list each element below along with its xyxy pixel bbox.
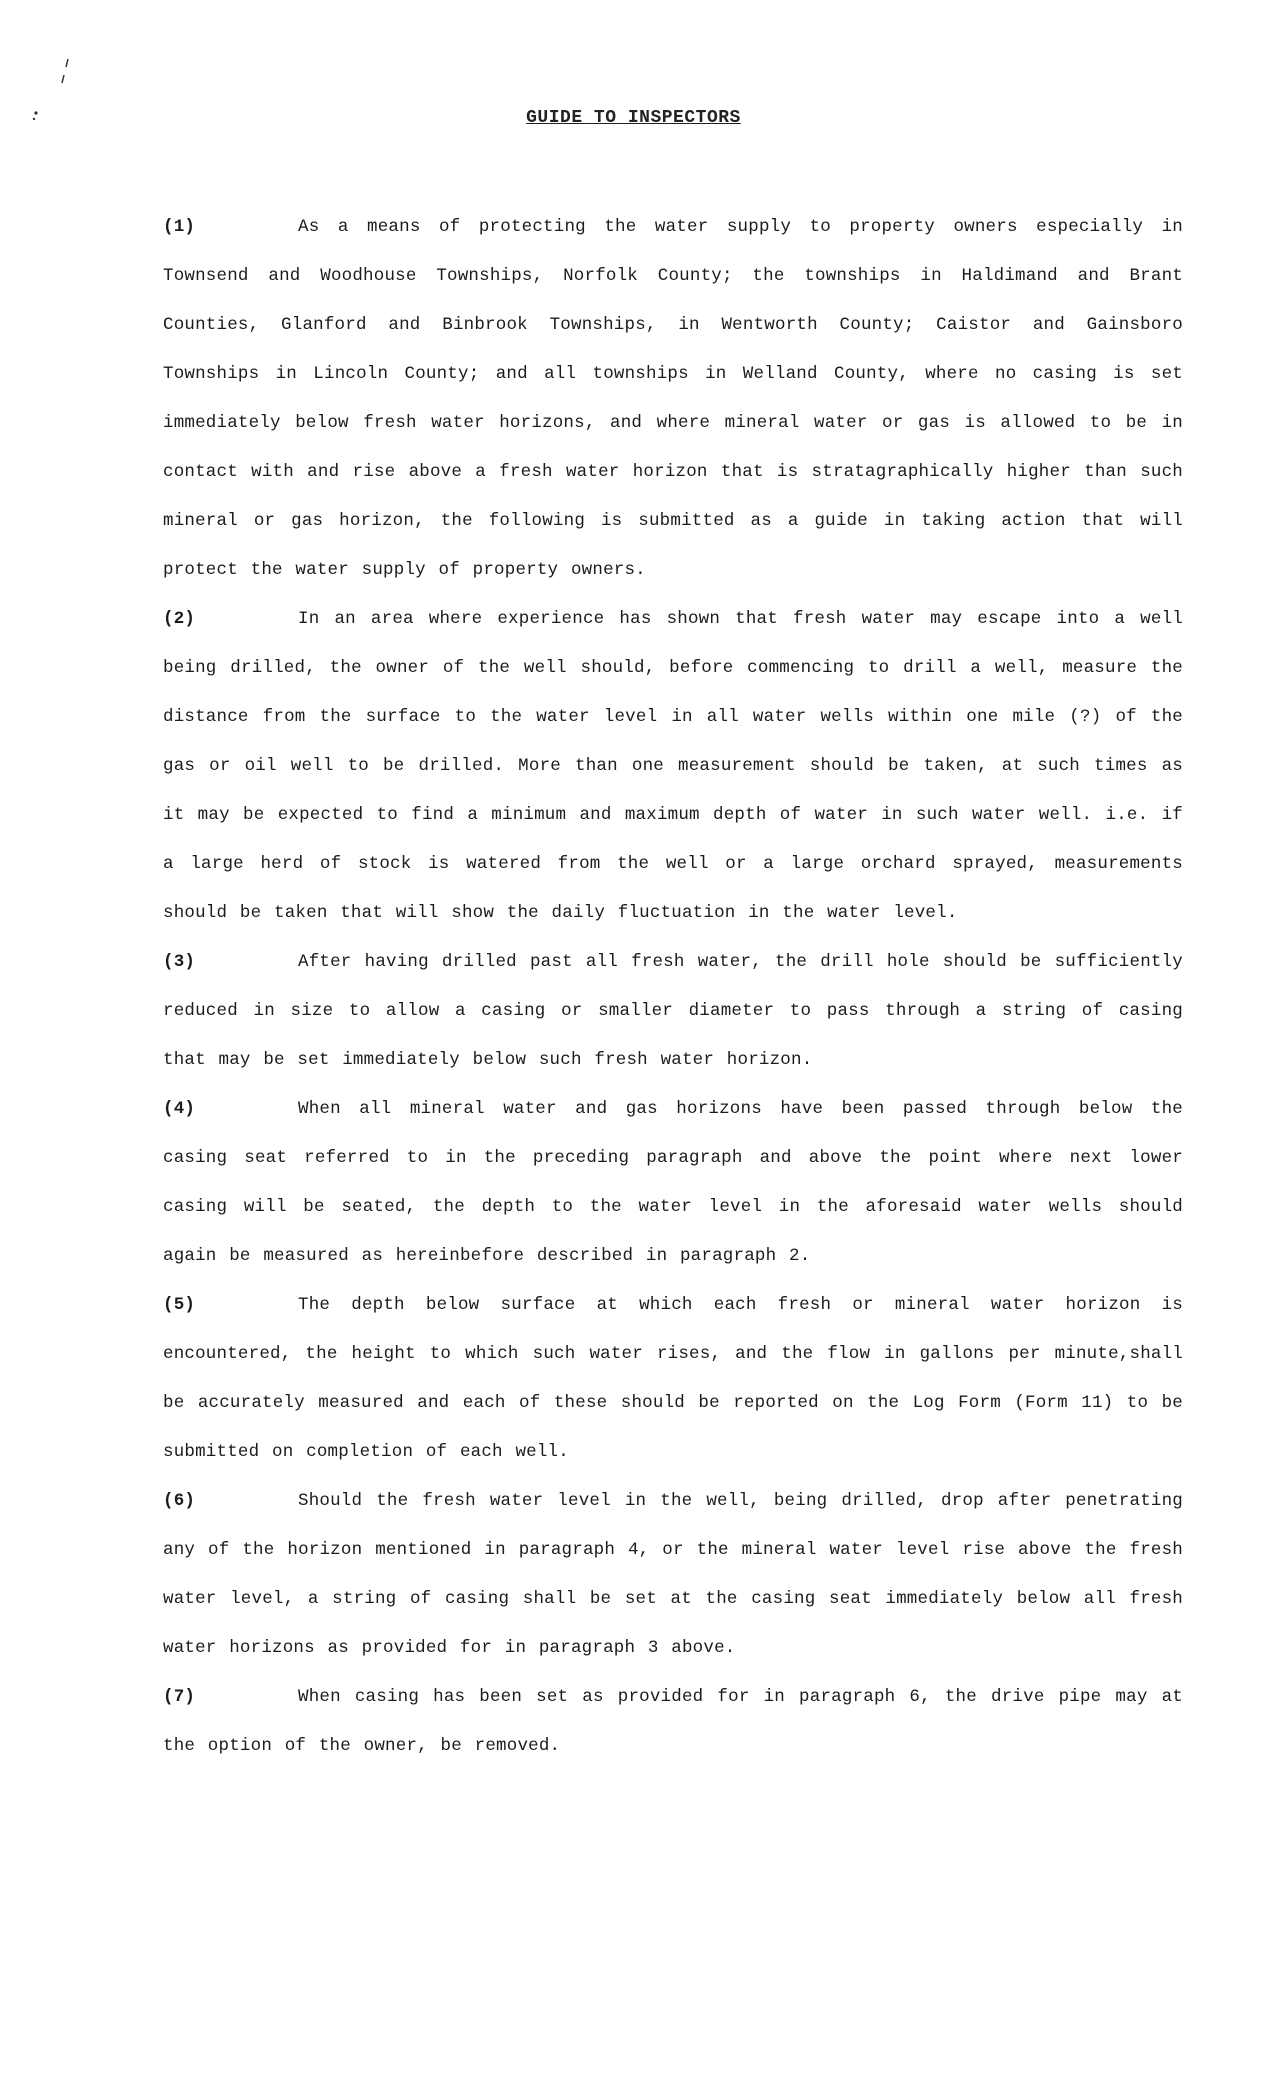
document-title: GUIDE TO INSPECTORS xyxy=(526,108,741,128)
paragraph-text: The depth below surface at which each fresh or mineral water horizon is encountered, the height to which such water rises, and the flow in gallons per minute,shall be accurately measured and each of these should be reported on the Log Form (Form 11) to be submitted on completion of each well. xyxy=(163,1295,1183,1462)
paragraph-6 xyxy=(163,1477,1183,1673)
paragraph-2 xyxy=(163,595,1183,938)
paragraph-1 xyxy=(163,203,1183,595)
paragraph-number: (6) xyxy=(163,1491,196,1511)
paragraph-text: When all mineral water and gas horizons have been passed through below the casing seat referred to in the preceding paragraph and above the point where next lower casing will be seated, the depth to the water level in the aforesaid water wells should again be measured as hereinbefore described in paragraph 2. xyxy=(163,1099,1183,1266)
paragraph-number: (3) xyxy=(163,952,196,972)
paragraph-7 xyxy=(163,1673,1183,1771)
document-body xyxy=(163,203,1183,1771)
paragraph-number: (4) xyxy=(163,1099,196,1119)
paragraph-number: (7) xyxy=(163,1687,196,1707)
paragraph-text: Should the fresh water level in the well, being drilled, drop after penetrating any of the horizon mentioned in paragraph 4, or the mineral water level rise above the fresh water level, a string of casing shall be set at the casing seat immediately below all fresh water horizons as provided for in paragraph 3 above. xyxy=(163,1491,1183,1658)
paragraph-text: As a means of protecting the water supply to property owners especially in Townsend and Woodhouse Townships, Norfolk County; the townships in Haldimand and Brant Counties, Glanford and Binbrook Townships, in Wentworth County; Caistor and Gainsboro Townships in Lincoln County; and all townships in Welland County, where no casing is set immediately below fresh water horizons, and where mineral water or gas is allowed to be in contact with and rise above a fresh water horizon that is stratagraphically higher than such mineral or gas horizon, the following is submitted as a guide in taking action that will protect the water supply of property owners. xyxy=(163,217,1183,580)
paragraph-number: (1) xyxy=(163,217,196,237)
paragraph-4 xyxy=(163,1085,1183,1281)
paragraph-text: In an area where experience has shown that fresh water may escape into a well being drilled, the owner of the well should, before commencing to drill a well, measure the distance from the surface to the water level in all water wells within one mile (?) of the gas or oil well to be drilled. More than one measurement should be taken, at such times as it may be expected to find a minimum and maximum depth of water in such water well. i.e. if a large herd of stock is watered from the well or a large orchard sprayed, measurements should be taken that will show the daily fluctuation in the water level. xyxy=(163,609,1183,923)
paragraph-5 xyxy=(163,1281,1183,1477)
paragraph-3 xyxy=(163,938,1183,1085)
paragraph-text: When casing has been set as provided for in paragraph 6, the drive pipe may at the option of the owner, be removed. xyxy=(163,1687,1183,1756)
paragraph-text: After having drilled past all fresh water, the drill hole should be sufficiently reduced in size to allow a casing or smaller diameter to pass through a string of casing that may be set immediately below such fresh water horizon. xyxy=(163,952,1183,1070)
paragraph-number: (5) xyxy=(163,1295,196,1315)
paragraph-number: (2) xyxy=(163,609,196,629)
